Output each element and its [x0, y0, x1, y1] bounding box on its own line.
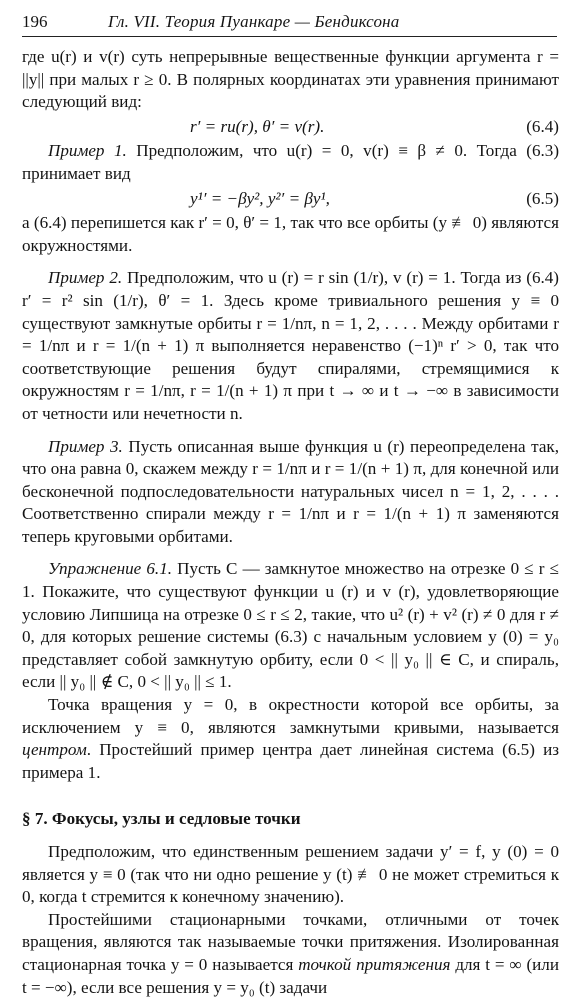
example-1-text: Предположим, что u(r) = 0, v(r) ≡ β ≠ 0. Тогда (6.3) принимает вид: [22, 141, 560, 183]
center-text-a: Точка вращения y = 0, в окрестности которой все орбиты, за исключением y ≡ 0, являются замкнутыми кривыми, называется: [22, 695, 559, 737]
paragraph-intro: где u(r) и v(r) суть непрерывные вещественные функции аргумента r = ||y|| при малых r ≥ 0. В полярных координатах эти уравнения принимают следующий вид:: [22, 47, 559, 112]
exercise-6-1-text: Пусть C — замкнутое множество на отрезке 0 ≤ r ≤ 1. Покажите, что существуют функции u (r) и v (r), удовлетворяющие условию Липшица на отрезке 0 ≤ r ≤ 2, такие, что u² (r) + v² (r) ≠ 0 для r ≠ 0, для которых решение системы (6.3) с начальным условием y (0) = y₀ представляет собой замкнутую орбиту, если 0 < || y₀ || ∈ C, и спираль, если || y₀ || ∉ C, 0 < || y₀ || ≤ 1.: [22, 559, 559, 692]
page-body: [22, 46, 559, 999]
running-title: Гл. VII. Теория Пуанкаре — Бендиксона: [108, 12, 400, 31]
example-2-label: Пример 2.: [48, 268, 123, 288]
example-2-text: Предположим, что u (r) = r sin (1/r), v (r) = 1. Тогда из (6.4) r′ = r² sin (1/r), θ′ = 1. Здесь кроме тривиального решения y ≡ 0 существуют замкнутые орбиты r = 1/nπ, n = 1, 2, . . . . Между орбитами r = 1/nπ и r = 1/(n + 1) π выполняется неравенство (−1)ⁿ r′ > 0, так что соответствующие решения будут спиралями, стремящимися к окружностям r = 1/nπ, r = 1/(n + 1) π при t → ∞ и t → −∞ в зависимости от четности или нечетности n.: [22, 268, 560, 423]
example-3: [22, 436, 559, 549]
page-header: [22, 8, 557, 37]
center-term: центром: [22, 740, 87, 760]
equation-6-5-number: (6.5): [526, 188, 559, 208]
attraction-text-a: Простейшими стационарными точками, отличными от точек вращения, являются так называемые точки притяжения. Изолированная стационарная точка y = 0 называется: [22, 909, 559, 974]
paragraph-uniqueness: Предположим, что единственным решением задачи y′ = f, y (0) = 0 является y ≡ 0 (так что ни одно решение y (t) ≢ 0 не может стремиться к 0, когда t стремится к конечному значению).: [22, 842, 559, 907]
paragraph-circles: а (6.4) перепишется как r′ = 0, θ′ = 1, так что все орбиты (y ≢ 0) являются окружностями.: [22, 213, 559, 255]
example-1: [22, 140, 559, 185]
equation-6-4-formula: r′ = ru(r), θ′ = v(r).: [190, 116, 325, 136]
paragraph-attraction: [22, 909, 559, 999]
equation-6-5: [22, 188, 559, 211]
equation-6-5-formula: y¹′ = −βy², y²′ = βy¹,: [190, 188, 330, 208]
page-number: 196: [22, 12, 48, 31]
equation-6-4-number: (6.4): [526, 116, 559, 136]
section-heading: § 7. Фокусы, узлы и седловые точки: [22, 809, 301, 829]
example-3-label: Пример 3.: [48, 436, 123, 456]
example-1-label: Пример 1.: [48, 141, 127, 161]
example-2: [22, 267, 559, 425]
example-3-text: Пусть описанная выше функция u (r) переопределена так, что она равна 0, скажем между r = 1/nπ и r = 1/(n + 1) π, для конечной или бесконечной подпоследовательности натуральных чисел n = 1, 2, . . . . Соответственно спирали между r = 1/nπ и r = 1/(n + 1) π заменяются теперь круговыми орбитами.: [22, 436, 560, 546]
exercise-6-1: [22, 558, 559, 694]
attraction-text-b: для t = ∞ (или t = −∞), если все решения y = y₀ (t) задачи: [22, 954, 559, 997]
exercise-6-1-label: Упражнение 6.1.: [48, 559, 173, 579]
center-text-b: . Простейший пример центра дает линейная система (6.5) из примера 1.: [22, 740, 559, 782]
attraction-term: точкой притяжения: [298, 954, 451, 974]
equation-6-4: [22, 116, 559, 139]
paragraph-center: [22, 694, 559, 784]
